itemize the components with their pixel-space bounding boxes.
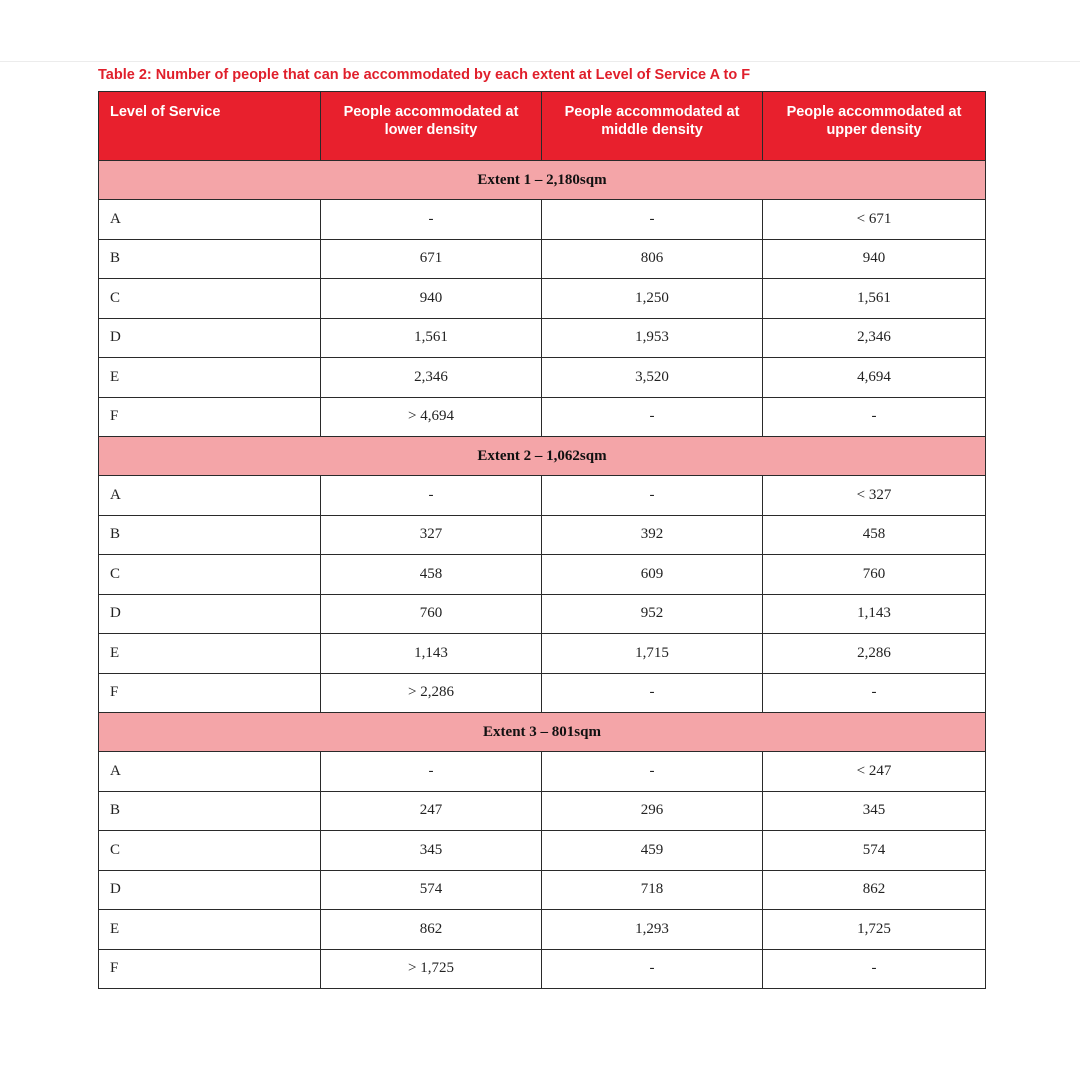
- upper-density-cell: -: [763, 949, 986, 989]
- header-lower-line1: People accommodated at: [343, 104, 519, 120]
- upper-density-cell: < 327: [763, 476, 986, 516]
- middle-density-cell: 296: [542, 791, 763, 831]
- table-row: [99, 200, 986, 240]
- middle-density-cell: -: [542, 949, 763, 989]
- upper-density-cell: 760: [763, 555, 986, 595]
- upper-density-cell: 345: [763, 791, 986, 831]
- header-middle-line2: middle density: [601, 122, 703, 138]
- header-upper-line1: People accommodated at: [786, 104, 962, 120]
- level-of-service-cell: D: [99, 594, 321, 634]
- lower-density-cell: 1,143: [321, 634, 542, 674]
- middle-density-cell: -: [542, 476, 763, 516]
- table-row: [99, 949, 986, 989]
- upper-density-cell: -: [763, 673, 986, 713]
- extent-header-row: [99, 161, 986, 200]
- table-caption: Table 2: Number of people that can be accommodated by each extent at Level of Service A to F: [98, 67, 751, 83]
- level-of-service-cell: F: [99, 949, 321, 989]
- lower-density-cell: 247: [321, 791, 542, 831]
- extent-header-row: [99, 437, 986, 476]
- upper-density-cell: 940: [763, 239, 986, 279]
- middle-density-cell: -: [542, 397, 763, 437]
- level-of-service-cell: D: [99, 870, 321, 910]
- middle-density-cell: 609: [542, 555, 763, 595]
- table-row: [99, 318, 986, 358]
- upper-density-cell: 862: [763, 870, 986, 910]
- extent-title: Extent 1 – 2,180sqm: [99, 161, 986, 200]
- header-upper-line2: upper density: [826, 122, 922, 138]
- table-row: [99, 910, 986, 950]
- header-level-of-service-label: Level of Service: [110, 104, 221, 120]
- level-of-service-cell: E: [99, 634, 321, 674]
- level-of-service-cell: C: [99, 831, 321, 871]
- middle-density-cell: 1,293: [542, 910, 763, 950]
- upper-density-cell: 4,694: [763, 358, 986, 398]
- level-of-service-cell: A: [99, 752, 321, 792]
- extent-title: Extent 3 – 801sqm: [99, 713, 986, 752]
- middle-density-cell: -: [542, 752, 763, 792]
- header-upper-density: [763, 92, 986, 161]
- table-row: [99, 791, 986, 831]
- table-row: [99, 634, 986, 674]
- table-row: [99, 673, 986, 713]
- table-row: [99, 239, 986, 279]
- lower-density-cell: -: [321, 476, 542, 516]
- header-lower-density: [321, 92, 542, 161]
- table-row: [99, 831, 986, 871]
- lower-density-cell: -: [321, 200, 542, 240]
- upper-density-cell: -: [763, 397, 986, 437]
- level-of-service-cell: B: [99, 515, 321, 555]
- lower-density-cell: 458: [321, 555, 542, 595]
- upper-density-cell: 574: [763, 831, 986, 871]
- level-of-service-cell: F: [99, 397, 321, 437]
- level-of-service-cell: A: [99, 476, 321, 516]
- lower-density-cell: 1,561: [321, 318, 542, 358]
- upper-density-cell: < 671: [763, 200, 986, 240]
- level-of-service-cell: F: [99, 673, 321, 713]
- table-row: [99, 515, 986, 555]
- level-of-service-cell: B: [99, 791, 321, 831]
- middle-density-cell: 3,520: [542, 358, 763, 398]
- table-row: [99, 476, 986, 516]
- middle-density-cell: 1,715: [542, 634, 763, 674]
- middle-density-cell: 459: [542, 831, 763, 871]
- lower-density-cell: 671: [321, 239, 542, 279]
- level-of-service-cell: D: [99, 318, 321, 358]
- upper-density-cell: 2,286: [763, 634, 986, 674]
- level-of-service-cell: E: [99, 910, 321, 950]
- table-row: [99, 870, 986, 910]
- table-row: [99, 397, 986, 437]
- lower-density-cell: -: [321, 752, 542, 792]
- upper-density-cell: 2,346: [763, 318, 986, 358]
- lower-density-cell: > 2,286: [321, 673, 542, 713]
- table-row: [99, 594, 986, 634]
- header-middle-line1: People accommodated at: [564, 104, 740, 120]
- upper-density-cell: < 247: [763, 752, 986, 792]
- upper-density-cell: 1,143: [763, 594, 986, 634]
- top-divider: [0, 61, 1080, 62]
- level-of-service-cell: C: [99, 279, 321, 319]
- table-row: [99, 358, 986, 398]
- header-row: [99, 92, 986, 161]
- level-of-service-cell: B: [99, 239, 321, 279]
- table-row: [99, 555, 986, 595]
- middle-density-cell: -: [542, 200, 763, 240]
- lower-density-cell: > 4,694: [321, 397, 542, 437]
- upper-density-cell: 458: [763, 515, 986, 555]
- table-row: [99, 279, 986, 319]
- level-of-service-cell: E: [99, 358, 321, 398]
- lower-density-cell: 327: [321, 515, 542, 555]
- table-row: [99, 752, 986, 792]
- lower-density-cell: 2,346: [321, 358, 542, 398]
- lower-density-cell: 574: [321, 870, 542, 910]
- lower-density-cell: 760: [321, 594, 542, 634]
- lower-density-cell: 345: [321, 831, 542, 871]
- middle-density-cell: 718: [542, 870, 763, 910]
- header-level-of-service: [99, 92, 321, 161]
- middle-density-cell: 1,953: [542, 318, 763, 358]
- level-of-service-cell: A: [99, 200, 321, 240]
- upper-density-cell: 1,561: [763, 279, 986, 319]
- middle-density-cell: 806: [542, 239, 763, 279]
- lower-density-cell: 862: [321, 910, 542, 950]
- header-middle-density: [542, 92, 763, 161]
- lower-density-cell: > 1,725: [321, 949, 542, 989]
- extent-header-row: [99, 713, 986, 752]
- level-of-service-cell: C: [99, 555, 321, 595]
- table-body: [99, 161, 986, 989]
- middle-density-cell: -: [542, 673, 763, 713]
- capacity-table: [98, 91, 986, 989]
- extent-title: Extent 2 – 1,062sqm: [99, 437, 986, 476]
- middle-density-cell: 392: [542, 515, 763, 555]
- upper-density-cell: 1,725: [763, 910, 986, 950]
- lower-density-cell: 940: [321, 279, 542, 319]
- middle-density-cell: 952: [542, 594, 763, 634]
- middle-density-cell: 1,250: [542, 279, 763, 319]
- header-lower-line2: lower density: [384, 122, 478, 138]
